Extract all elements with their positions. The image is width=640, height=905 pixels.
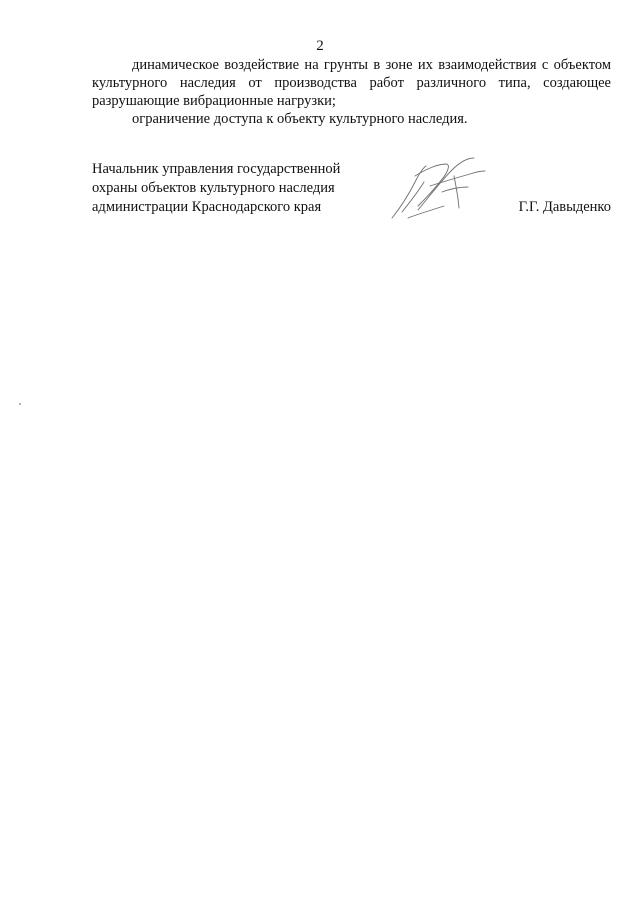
scan-speck xyxy=(19,403,21,405)
signature-stroke xyxy=(442,187,468,192)
signatory-position xyxy=(92,160,340,217)
paragraph-access-restriction: ограничение доступа к объекту культурного наследия. xyxy=(132,111,468,127)
signature-stroke xyxy=(408,206,444,218)
signature-stroke xyxy=(430,171,485,186)
signatory-name: Г.Г. Давыденко xyxy=(518,199,611,215)
position-line: администрации Краснодарского края xyxy=(92,199,322,215)
position-line: охраны объектов культурного наследия xyxy=(92,180,335,196)
signature-stroke xyxy=(454,176,459,208)
signature-stroke xyxy=(392,166,426,218)
body-text xyxy=(92,56,611,128)
position-line: Начальник управления государственной xyxy=(92,161,341,177)
page-number: 2 xyxy=(316,38,324,54)
handwritten-signature xyxy=(388,152,490,224)
paragraph-dynamic-impact: динамическое воздействие на грунты в зоне их взаимодействия с объектом культурного наследия от производства работ различного типа, создающее разрушающие вибрационные нагрузки; xyxy=(92,57,611,109)
